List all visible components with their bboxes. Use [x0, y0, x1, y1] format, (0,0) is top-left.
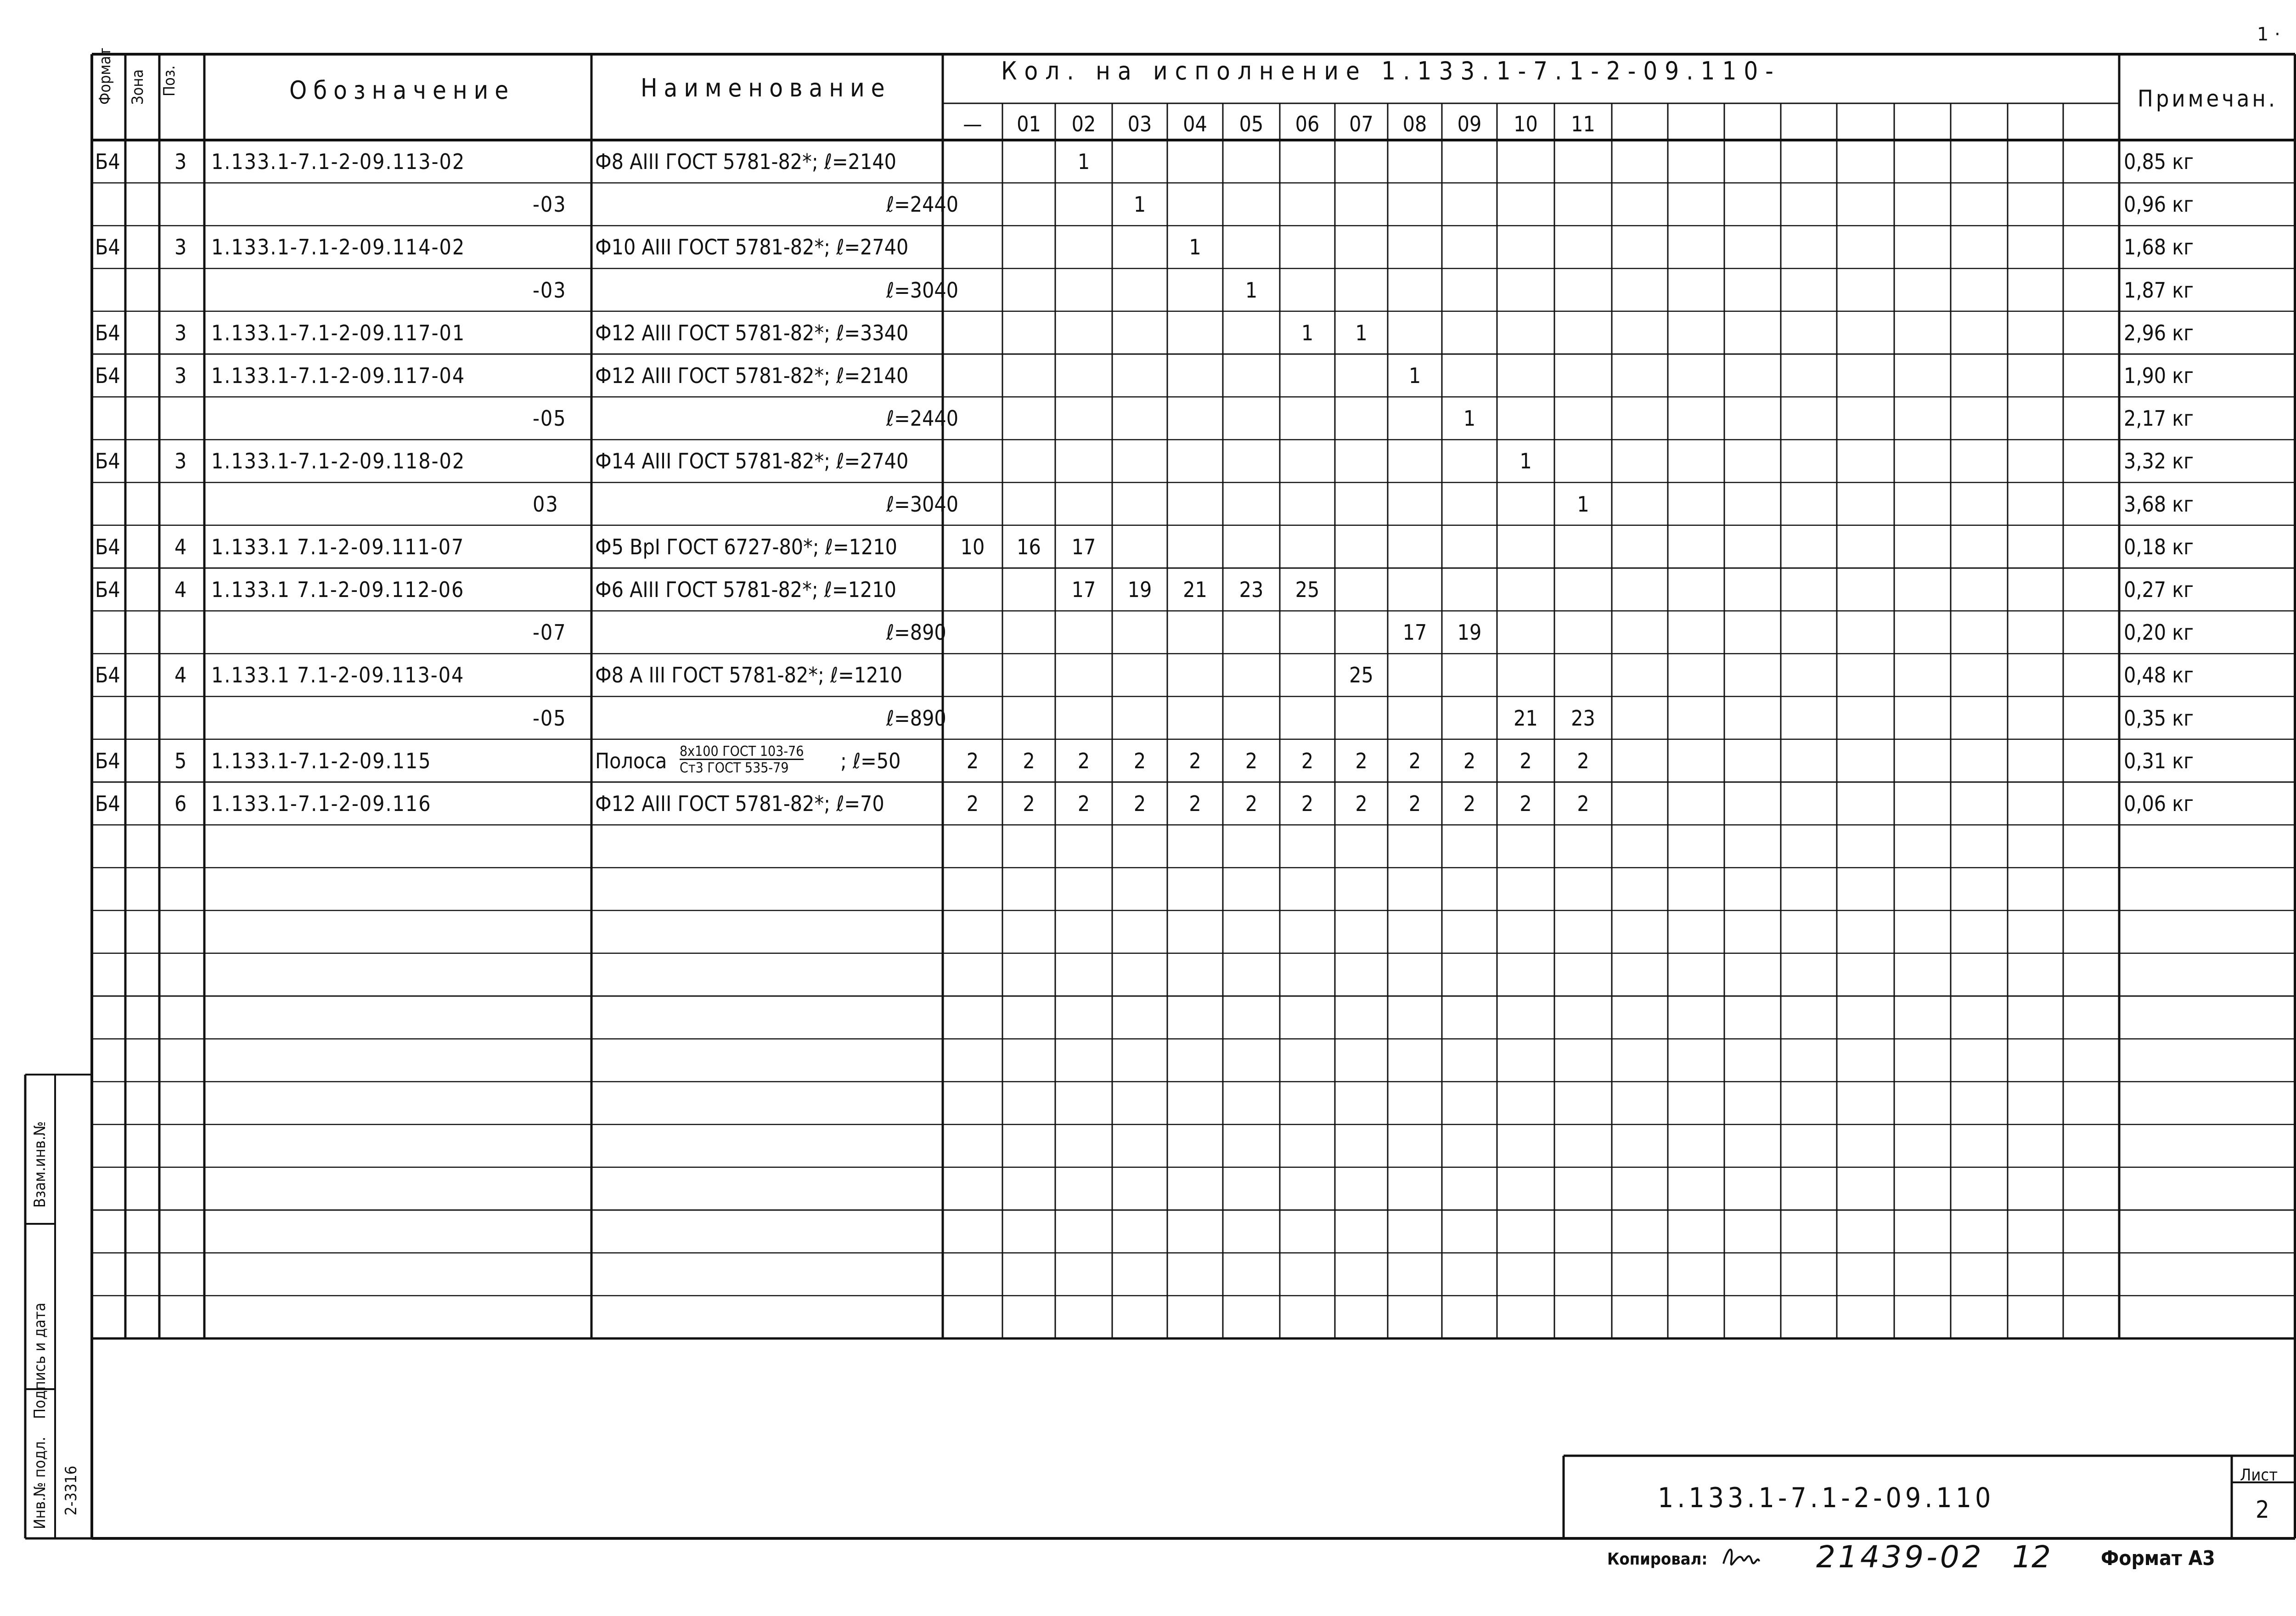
row-designation: -03	[533, 277, 567, 303]
row-name: Ф6 AIII ГОСТ 5781-82*; ℓ=1210	[595, 577, 896, 602]
row-qty-03: 1	[1133, 192, 1146, 217]
row-qty-02: 17	[1071, 534, 1096, 559]
row-note: 0,31 кг	[2124, 748, 2194, 773]
footer-copied-label: Копировал:	[1607, 1550, 1708, 1569]
row-qty-08: 2	[1408, 748, 1421, 773]
row-note: 1,68 кг	[2124, 235, 2194, 260]
row-name: Ф14 AIII ГОСТ 5781-82*; ℓ=2740	[595, 449, 909, 474]
row-qty-09: 1	[1463, 406, 1476, 431]
row-name: ℓ=890	[886, 620, 946, 645]
exec-col-header-01: 01	[1017, 112, 1041, 136]
row-note: 0,06 кг	[2124, 791, 2194, 816]
sheet-label: Лист	[2240, 1466, 2278, 1485]
row-qty-03: 2	[1133, 748, 1146, 773]
row-qty-09: 19	[1457, 620, 1482, 645]
row-qty-06: 2	[1301, 748, 1314, 773]
row-qty-04: 1	[1189, 235, 1201, 260]
row-qty-11: 1	[1577, 491, 1589, 517]
row-designation: 03	[533, 491, 559, 517]
row-note: 0,85 кг	[2124, 149, 2194, 174]
row-format: Б4	[95, 363, 120, 388]
header-designation: Обозначение	[289, 76, 515, 105]
title-designation: 1.133.1-7.1-2-09.110	[1658, 1482, 1995, 1514]
exec-col-header-11: 11	[1571, 112, 1595, 136]
row-qty-02: 1	[1077, 149, 1090, 174]
header-pos: Поз.	[160, 65, 179, 96]
row-name: Ф8 AIII ГОСТ 5781-82*; ℓ=2140	[595, 149, 896, 174]
row-qty-06: 2	[1301, 791, 1314, 816]
header-zone: Зона	[129, 69, 147, 105]
row-qty-10: 2	[1519, 748, 1532, 773]
row-name: Ф10 AIII ГОСТ 5781-82*; ℓ=2740	[595, 235, 909, 260]
row-designation: 1.133.1-7.1-2-09.115	[211, 748, 432, 773]
copyist-signature	[1720, 1541, 1761, 1577]
row-designation: -05	[533, 705, 567, 731]
row-name-tail: ; ℓ=50	[840, 748, 901, 773]
row-designation: -05	[533, 406, 567, 431]
header-qty-title: Кол. на исполнение 1.133.1-7.1-2-09.110-	[1001, 56, 1781, 85]
row-note: 1,87 кг	[2124, 277, 2194, 303]
row-format: Б4	[95, 449, 120, 474]
row-note: 2,96 кг	[2124, 320, 2194, 345]
row-qty-04: 2	[1189, 791, 1201, 816]
row-designation: 1.133.1-7.1-2-09.117-04	[211, 363, 466, 388]
row-name-fraction-bottom: Ст3 ГОСТ 535-79	[680, 760, 789, 776]
row-qty-02: 17	[1071, 577, 1096, 602]
row-qty-05: 2	[1245, 791, 1258, 816]
row-name: Ф12 AIII ГОСТ 5781-82*; ℓ=3340	[595, 320, 909, 345]
row-pos: 4	[174, 577, 187, 602]
row-qty-07: 25	[1349, 663, 1373, 688]
stamp-inv-value: 2-3316	[62, 1465, 80, 1515]
row-note: 0,20 кг	[2124, 620, 2194, 645]
row-qty-05: 23	[1239, 577, 1264, 602]
row-qty-02: 2	[1077, 791, 1090, 816]
row-qty-03: 19	[1127, 577, 1152, 602]
sheet-number: 2	[2256, 1496, 2269, 1524]
row-pos: 6	[174, 791, 187, 816]
header-name: Наименование	[641, 73, 891, 102]
exec-col-header-06: 06	[1295, 112, 1320, 136]
row-qty-05: 1	[1245, 277, 1258, 303]
row-designation: 1.133.1-7.1-2-09.113-02	[211, 149, 466, 174]
row-qty-06: 1	[1301, 320, 1314, 345]
exec-col-header-04: 04	[1183, 112, 1207, 136]
row-note: 0,96 кг	[2124, 192, 2194, 217]
row-designation: 1.133.1-7.1-2-09.114-02	[211, 235, 466, 260]
row-note: 0,18 кг	[2124, 534, 2194, 559]
exec-col-header-05: 05	[1239, 112, 1264, 136]
row-qty-04: 21	[1183, 577, 1207, 602]
row-pos: 3	[174, 320, 187, 345]
row-qty-03: 2	[1133, 791, 1146, 816]
row-qty-04: 2	[1189, 748, 1201, 773]
row-note: 0,35 кг	[2124, 705, 2194, 731]
row-format: Б4	[95, 149, 120, 174]
row-name: Ф12 AIII ГОСТ 5781-82*; ℓ=70	[595, 791, 884, 816]
row-format: Б4	[95, 534, 120, 559]
row-designation: 1.133.1-7.1-2-09.118-02	[211, 449, 466, 474]
row-qty-07: 1	[1355, 320, 1367, 345]
row-name: Полоса	[595, 748, 667, 773]
exec-col-header-08: 08	[1402, 112, 1427, 136]
row-name: Ф8 A III ГОСТ 5781-82*; ℓ=1210	[595, 663, 903, 688]
row-name: Ф5 BpI ГОСТ 6727-80*; ℓ=1210	[595, 534, 897, 559]
footer-format: Формат A3	[2101, 1547, 2215, 1570]
corner-mark: 1 ·	[2257, 24, 2280, 45]
row-name: ℓ=3040	[886, 277, 959, 303]
exec-col-header-02: 02	[1071, 112, 1096, 136]
row-qty-07: 2	[1355, 791, 1367, 816]
row-qty-01: 2	[1023, 748, 1035, 773]
row-qty-09: 2	[1463, 748, 1476, 773]
row-qty-02: 2	[1077, 748, 1090, 773]
exec-col-header-10: 10	[1514, 112, 1538, 136]
row-qty-base: 2	[966, 748, 979, 773]
row-designation: -03	[533, 192, 567, 217]
row-name: Ф12 AIII ГОСТ 5781-82*; ℓ=2140	[595, 363, 909, 388]
row-pos: 3	[174, 363, 187, 388]
row-name-fraction-top: 8x100 ГОСТ 103-76	[680, 743, 804, 760]
row-format: Б4	[95, 235, 120, 260]
row-name: ℓ=2440	[886, 192, 959, 217]
row-pos: 3	[174, 449, 187, 474]
row-designation: 1.133.1 7.1-2-09.113-04	[211, 663, 465, 688]
row-qty-07: 2	[1355, 748, 1367, 773]
row-note: 1,90 кг	[2124, 363, 2194, 388]
row-qty-05: 2	[1245, 748, 1258, 773]
row-qty-11: 23	[1571, 705, 1595, 731]
row-format: Б4	[95, 791, 120, 816]
exec-col-header-09: 09	[1457, 112, 1482, 136]
row-note: 2,17 кг	[2124, 406, 2194, 431]
row-note: 3,32 кг	[2124, 449, 2194, 474]
row-pos: 4	[174, 663, 187, 688]
row-qty-10: 1	[1519, 449, 1532, 474]
row-note: 0,48 кг	[2124, 663, 2194, 688]
row-format: Б4	[95, 320, 120, 345]
header-note: Примечан.	[2138, 85, 2278, 112]
exec-col-header-03: 03	[1127, 112, 1152, 136]
row-qty-11: 2	[1577, 748, 1589, 773]
row-name: ℓ=890	[886, 705, 946, 731]
row-name: ℓ=2440	[886, 406, 959, 431]
stamp-inv-podl: Инв.№ подл.	[31, 1436, 49, 1529]
row-format: Б4	[95, 663, 120, 688]
row-qty-base: 10	[960, 534, 985, 559]
footer-order: 21439-02	[1816, 1539, 1984, 1575]
row-designation: -07	[533, 620, 567, 645]
row-qty-10: 2	[1519, 791, 1532, 816]
row-designation: 1.133.1 7.1-2-09.111-07	[211, 534, 465, 559]
row-qty-10: 21	[1514, 705, 1538, 731]
stamp-vzam: Взам.инв.№	[31, 1121, 49, 1208]
exec-col-header-base: —	[963, 112, 982, 136]
row-format: Б4	[95, 748, 120, 773]
row-qty-01: 2	[1023, 791, 1035, 816]
row-qty-11: 2	[1577, 791, 1589, 816]
exec-col-header-07: 07	[1349, 112, 1373, 136]
row-designation: 1.133.1 7.1-2-09.112-06	[211, 577, 465, 602]
row-pos: 3	[174, 235, 187, 260]
footer-page: 12	[2012, 1539, 2051, 1575]
row-qty-08: 2	[1408, 791, 1421, 816]
row-pos: 5	[174, 748, 187, 773]
stamp-podpis: Подпись и дата	[31, 1302, 49, 1419]
row-pos: 3	[174, 149, 187, 174]
row-note: 3,68 кг	[2124, 491, 2194, 517]
row-note: 0,27 кг	[2124, 577, 2194, 602]
row-pos: 4	[174, 534, 187, 559]
row-designation: 1.133.1-7.1-2-09.116	[211, 791, 432, 816]
row-name: ℓ=3040	[886, 491, 959, 517]
row-qty-base: 2	[966, 791, 979, 816]
row-qty-08: 17	[1402, 620, 1427, 645]
row-qty-09: 2	[1463, 791, 1476, 816]
row-format: Б4	[95, 577, 120, 602]
row-designation: 1.133.1-7.1-2-09.117-01	[211, 320, 466, 345]
row-qty-06: 25	[1295, 577, 1320, 602]
header-format: Формат	[96, 47, 114, 105]
row-qty-01: 16	[1017, 534, 1041, 559]
row-qty-08: 1	[1408, 363, 1421, 388]
